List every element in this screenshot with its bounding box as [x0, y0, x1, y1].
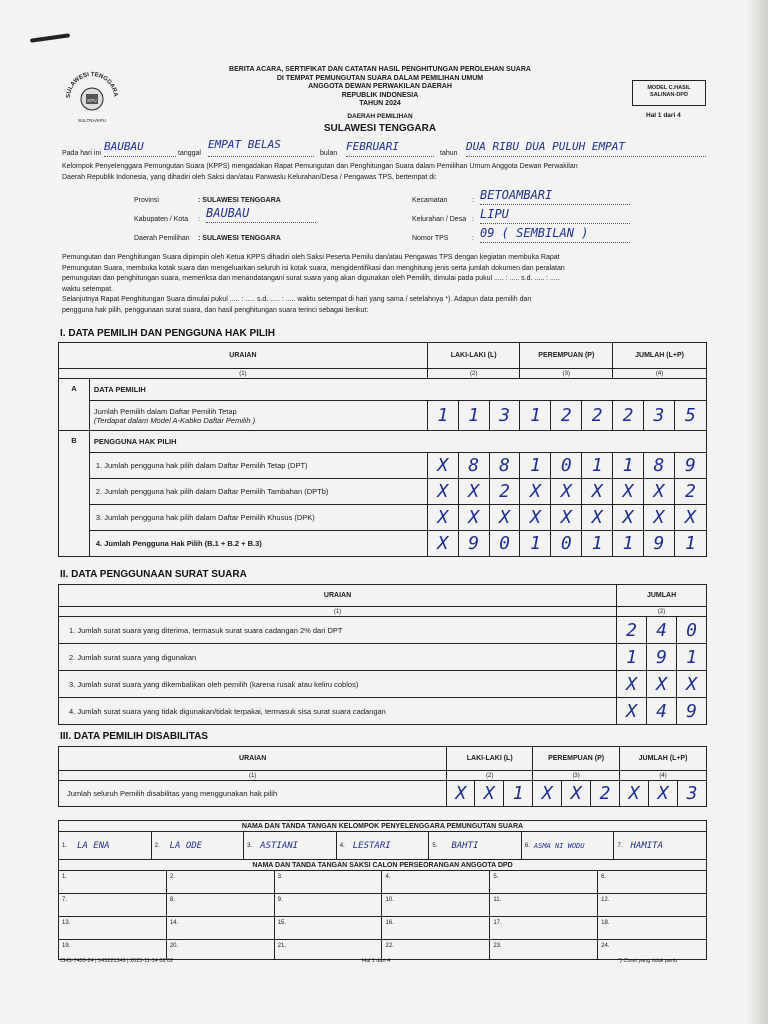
s1-b-digit: 8	[644, 453, 675, 479]
bulan-value: FEBRUARI	[346, 140, 434, 157]
saksi-cell: 3.	[274, 871, 382, 894]
document-page: SULAWESI TENGGARA KPU SULTRA/KPU BERITA ACARA, SERTIFIKAT DAN CATATAN HASIL PENGHITUNGAN PEROLEHAN SUARA DI TEMPAT PEMUNGUTAN SUARA DALAM PEMILIHAN UMUM ANGGOTA DEWAN PERWAKILAN DAERAH REPUBLIK INDONESIA TAHUN 2024 DAERAH PEMILIHAN SULAWESI TENGGARA MODEL C.HASIL SALINAN-DPD Hal 1 dari 4 Pada hari ini BAUBAU tanggal EMPAT BELAS bulan FEBRUARI tahun DUA RIBU DUA PULUH EMPAT Kelompok Penyelenggara Pemungutan Suara (KPPS) mengadakan Rapat Pemungutan dan Penghitungan Suara dalam Pemilihan Umum Anggota Dewan Perwakilan Daerah Republik Indonesia, yang dihadiri oleh Saksi dan/atau Panwaslu Kelurahan/Desa / Pengawas TPS, bertempat di: Provinsi : SULAWESI TENGGARA Kabupaten / Kota : BAUBAU Daerah Pemilihan : SULAWESI TENGGARA Kecamatan : BETOAMBARI Kelurahan / Desa : LIPU Nomor TPS : 09 ( SEMBILAN ) Pemungutan dan Penghitungan Suara dipimpin oleh Ketua KPPS dihadiri oleh Saksi Peserta Pemilu dan/atau Pengawas TPS dengan kegiatan membuka Rapat Pemungutan Suara, membuka kotak suara dan mengeluarkan seluruh isi kotak suara, mengidentifikasi dan menghitung jenis serta jumlah dokumen dan peralatan pemungutan dan penghitungan suara, memeriksa dan menandatangani surat suara yang akan digunakan oleh Pemilih, dimulai pada pukul ..... : ..... s.d. ..... : ..... waktu setempat. Selanjutnya Rapat Penghitungan Suara dimulai pukul ..... : ..... s.d. ..... : ..... waktu setempat di hari yang sama / setelahnya *). Adapun data pemilih dan pengguna hak pilih, penggunaan surat suara, dan hasil penghitungan suara terinci sebagai berikut: I. DATA PEMILIH DAN PENGGUNA HAK PILIH URAIAN LAKI-LAKI (L) PEREMPUAN (P) JUMLAH (L+P) (1) (2) (3) (4) A DATA PEMILIH Jumlah Pemilih dalam Daftar Pemilih Tetap (Terdapat dalam Model A-Kabko Daftar Pemilih ) 1 1 3 1 2 2 2 3 5 B PENGGUNA HAK PILIH 1. Jumlah pengguna hak pilih dalam Daftar Pemilih Tetap (DPT) X 8 8 1 0 1 1 8 9 2. Jumlah pengguna hak pilih dalam Daftar Pemilih Tambahan (DPTb) X X 2 X X X X X 2 3. Jumlah pengguna hak pilih dalam Daftar Pemilih Khusus (DPK) X X X X X X X X X 4. Jumlah Pengguna Hak Pilih (B.1 + B.2 + B.3) X 9 0 1 0 1 1 9 1 II. DATA PENGGUNAAN SURAT SUARA URAIAN JUMLAH (1) (2) 1. Jumlah surat suara yang diterima, termasuk surat suara cadangan 2% dari DPT 2 4 0 2. Jumlah surat suara yang digunakan 1 9 1 3. Jumlah surat suara yang dikembalikan oleh pemilih (karena rusak atau keliru coblos) X X X 4. Jumlah surat suara yang tidak digunakan/tidak terpakai, termasuk sisa surat suara cadangan X 4 9 III. DATA PEMILIH DISABILITAS URAIAN LAKI-LAKI (L) PEREMPUAN (P) JUMLAH (L+P) (1) (2) (3) (4) Jumlah seluruh Pemilih disabilitas yang menggunakan hak pilih X X 1 X X 2 X X 3 NAMA DAN TANDA TANGAN KELOMPOK PENYELENGGARA PEMUNGUTAN SUARA 1. LA ENA 2. LA ODE 3. ASTIANI 4. LESTARI 5. BAHTI 6. ASMA NI WODU 7. HAMITA NAMA DAN TANDA TANGAN SAKSI CALON PERSEORANGAN ANGGOTA DPD 1. 2. 3. 4. 5. 6. 7. 8. 9. 10. 11. 12. 13. 14. 15. 16. 17. 18. 19. 20. 21. 22. 23. 24. CHS-7400-24 | 545221349 | 2023-11-14 08 02 Hal 1 dari 4 *) Coret yang tidak perlu	[0, 0, 768, 1024]
s1-b-row-label: 2. Jumlah pengguna hak pilih dalam Daftar Pemilih Tambahan (DPTb)	[89, 479, 427, 505]
saksi-cell: 17.	[490, 917, 598, 940]
saksi-cell: 16.	[382, 917, 490, 940]
s1-index-1: (1)	[59, 369, 428, 379]
saksi-cell: 2.	[166, 871, 274, 894]
s3-header-uraian: URAIAN	[59, 747, 447, 771]
s1-b-digit: 1	[520, 453, 551, 479]
s1-b-digit: 8	[458, 453, 489, 479]
paragraph-line-5: Selanjutnya Rapat Penghitungan Suara dimulai pukul ..... : ..... s.d. ..... : ..... waktu setempat di hari yang sama / setelahnya *). Adapun data pemilih dan	[62, 296, 532, 303]
s1-b-digit: 1	[582, 531, 613, 557]
footer-page: Hal 1 dari 4	[362, 958, 391, 964]
s1-a-row-label: Jumlah Pemilih dalam Daftar Pemilih Tetap	[93, 406, 237, 416]
s2-digit: 1	[617, 644, 647, 671]
s1-a-digit: 2	[551, 401, 582, 431]
section-3-title: III. DATA PEMILIH DISABILITAS	[60, 731, 208, 742]
s2-row-label: 3. Jumlah surat suara yang dikembalikan oleh pemilih (karena rusak atau keliru coblos)	[59, 671, 617, 698]
tahun-value: DUA RIBU DUA PULUH EMPAT	[466, 140, 706, 157]
bulan-label: bulan	[320, 150, 338, 157]
saksi-cell: 7.	[59, 894, 167, 917]
s3-header-jumlah: JUMLAH (L+P)	[620, 747, 707, 771]
s1-b-digit: X	[613, 505, 644, 531]
s3-header-laki: LAKI-LAKI (L)	[447, 747, 533, 771]
kpps-signature-cell	[152, 832, 245, 859]
intro-text-1: Kelompok Penyelenggara Pemungutan Suara (KPPS) mengadakan Rapat Pemungutan dan Penghitungan Suara dalam Pemilihan Umum Anggota Dewan Perwakilan	[62, 163, 578, 170]
s2-index-1: (1)	[59, 607, 617, 617]
s2-digit: 0	[677, 617, 707, 644]
daerah-pemilihan-label: Daerah Pemilihan	[134, 235, 190, 242]
model-line-2: SALINAN-DPD	[650, 92, 688, 98]
kpps-name: ASTIANI	[260, 840, 299, 851]
paragraph-line-2: Pemungutan Suara, membuka kotak suara dan mengeluarkan seluruh isi kotak suara, mengidentifikasi dan menghitung jenis serta jumlah dokumen dan peralatan	[62, 264, 565, 272]
s2-digit: X	[647, 671, 677, 698]
s2-digit: 4	[647, 698, 677, 725]
saksi-cell: 21.	[274, 940, 382, 960]
kpps-signature-cell	[429, 832, 522, 859]
section-1-title: I. DATA PEMILIH DAN PENGGUNA HAK PILIH	[60, 328, 275, 339]
header-title	[180, 66, 580, 109]
section-3-table	[58, 746, 707, 807]
provinsi-label: Provinsi	[134, 197, 159, 204]
s1-b-digit: X	[551, 479, 582, 505]
section-2-table	[58, 584, 707, 725]
s3-digit: X	[562, 781, 591, 807]
s3-header-perempuan: PEREMPUAN (P)	[533, 747, 620, 771]
s1-b-digit: 9	[644, 531, 675, 557]
s2-digit: X	[617, 671, 647, 698]
s1-b-row-label: 4. Jumlah Pengguna Hak Pilih (B.1 + B.2 + B.3)	[89, 531, 427, 557]
s2-row-label: 2. Jumlah surat suara yang digunakan	[59, 644, 617, 671]
saksi-cell: 19.	[59, 940, 167, 960]
kpps-signature-cell	[244, 832, 337, 859]
s1-b-digit: 9	[674, 453, 706, 479]
s3-digit: 1	[504, 781, 533, 807]
s1-b-digit: 9	[458, 531, 489, 557]
s3-digit: 3	[677, 781, 706, 807]
s3-row-label: Jumlah seluruh Pemilih disabilitas yang menggunakan hak pilih	[59, 781, 447, 807]
s1-b-row-label: 1. Jumlah pengguna hak pilih dalam Daftar Pemilih Tetap (DPT)	[89, 453, 427, 479]
s1-a-digit: 5	[674, 401, 706, 431]
daerah-value: SULAWESI TENGGARA	[323, 123, 437, 134]
s1-b-digit: X	[613, 479, 644, 505]
saksi-cell: 6.	[598, 871, 707, 894]
saksi-cell: 10.	[382, 894, 490, 917]
section-1-table	[58, 342, 707, 557]
kpps-num: 1.	[62, 842, 68, 849]
kpps-signature-row	[59, 832, 707, 860]
s2-digit: 1	[677, 644, 707, 671]
s2-digit: X	[617, 698, 647, 725]
s1-b-digit: 2	[489, 479, 520, 505]
scan-edge-shadow	[746, 0, 768, 1024]
s1-b-digit: X	[458, 479, 489, 505]
model-line-1: MODEL C.HASIL	[647, 85, 691, 91]
footer-code: CHS-7400-24 | 545221349 | 2023-11-14 08 02	[60, 958, 174, 964]
s1-b-digit: X	[427, 479, 458, 505]
saksi-cell: 14.	[166, 917, 274, 940]
provinsi-value: : SULAWESI TENGGARA	[198, 197, 281, 204]
s1-b-digit: X	[427, 505, 458, 531]
s1-a-digit: 1	[520, 401, 551, 431]
s1-b-digit: X	[520, 479, 551, 505]
section-2-title: II. DATA PENGGUNAAN SURAT SUARA	[60, 569, 247, 580]
kpps-num: 4.	[339, 842, 345, 849]
s1-a-row-sublabel: (Terdapat dalam Model A-Kabko Daftar Pemilih )	[93, 415, 256, 425]
kpps-name: LA ENA	[77, 840, 110, 851]
kpps-name: ASMA NI WODU	[533, 841, 585, 850]
kpps-num: 2.	[154, 842, 160, 849]
s1-b-digit: 1	[674, 531, 706, 557]
footer-note: *) Coret yang tidak perlu	[618, 958, 678, 964]
kabupaten-label: Kabupaten / Kota	[134, 216, 189, 223]
s1-b-digit: 0	[551, 531, 582, 557]
tps-label: Nomor TPS	[412, 235, 449, 242]
kecamatan-label: Kecamatan	[412, 197, 448, 204]
s2-row-label: 4. Jumlah surat suara yang tidak digunakan/tidak terpakai, termasuk sisa surat suara cadangan	[59, 698, 617, 725]
s1-a-digit: 3	[644, 401, 675, 431]
s2-header-uraian: URAIAN	[59, 585, 617, 607]
kpps-name: BAHTI	[451, 840, 479, 851]
pada-hari-ini-label: Pada hari ini	[62, 150, 101, 157]
s1-b-digit: X	[644, 505, 675, 531]
s1-b-digit: X	[458, 505, 489, 531]
s3-index-3: (3)	[533, 771, 620, 781]
saksi-cell: 15.	[274, 917, 382, 940]
saksi-cell: 13.	[59, 917, 167, 940]
saksi-cell: 18.	[598, 917, 707, 940]
page-indicator: Hal 1 dari 4	[646, 112, 681, 119]
s2-digit: 9	[647, 644, 677, 671]
s1-header-jumlah: JUMLAH (L+P)	[613, 343, 707, 369]
s1-a-digit: 2	[582, 401, 613, 431]
s1-b-title: PENGGUNA HAK PILIH	[89, 431, 706, 453]
daerah-pemilihan-value: : SULAWESI TENGGARA	[198, 235, 281, 242]
header-line-3: ANGGOTA DEWAN PERWAKILAN DAERAH	[308, 83, 452, 91]
s1-b-row-label: 3. Jumlah pengguna hak pilih dalam Daftar Pemilih Khusus (DPK)	[89, 505, 427, 531]
s1-label-a: A	[59, 379, 90, 431]
s1-a-digit: 2	[613, 401, 644, 431]
saksi-signature-title: NAMA DAN TANDA TANGAN SAKSI CALON PERSEORANGAN ANGGOTA DPD	[59, 860, 707, 871]
s1-b-digit: X	[582, 505, 613, 531]
s1-header-uraian: URAIAN	[59, 343, 428, 369]
s1-b-digit: X	[427, 531, 458, 557]
logo-top-text: SULAWESI TENGGARA	[65, 71, 119, 99]
intro-text-2: Daerah Republik Indonesia, yang dihadiri oleh Saksi dan/atau Panwaslu Kelurahan/Desa / Pengawas TPS, bertempat di:	[62, 174, 437, 181]
s1-b-digit: X	[582, 479, 613, 505]
saksi-cell: 5.	[490, 871, 598, 894]
s1-b-digit: 1	[613, 453, 644, 479]
kpps-name: LESTARI	[352, 840, 391, 851]
s1-b-digit: X	[520, 505, 551, 531]
kpps-signature-cell	[614, 832, 706, 859]
kpps-signature-title: NAMA DAN TANDA TANGAN KELOMPOK PENYELENGGARA PEMUNGUTAN SUARA	[59, 821, 707, 832]
kpps-num: 7.	[617, 842, 623, 849]
s1-b-digit: 1	[613, 531, 644, 557]
saksi-cell: 12.	[598, 894, 707, 917]
s3-digit: X	[649, 781, 678, 807]
logo-bottom-text: SULTRA/KPU	[78, 118, 106, 123]
paragraph-line-1: Pemungutan dan Penghitungan Suara dipimpin oleh Ketua KPPS dihadiri oleh Saksi Peserta Pemilu dan/atau Pengawas TPS dengan kegiatan membuka Rapat	[62, 254, 560, 261]
tanggal-value: EMPAT BELAS	[208, 138, 314, 157]
s1-a-title: DATA PEMILIH	[89, 379, 706, 401]
kpps-num: 5.	[432, 842, 438, 849]
s3-digit: 2	[591, 781, 620, 807]
kpps-num: 6.	[524, 842, 530, 849]
saksi-cell: 1.	[59, 871, 167, 894]
s3-digit: X	[533, 781, 562, 807]
s3-index-4: (4)	[620, 771, 707, 781]
hari-value: BAUBAU	[104, 140, 176, 157]
header-line-5: TAHUN 2024	[359, 100, 401, 108]
kpps-signature-cell	[337, 832, 430, 859]
kelurahan-label: Kelurahan / Desa	[412, 216, 467, 223]
saksi-cell: 23.	[490, 940, 598, 960]
s1-b-digit: 8	[489, 453, 520, 479]
kpps-signature-cell	[522, 832, 615, 859]
model-box	[632, 80, 706, 106]
s1-b-digit: X	[551, 505, 582, 531]
saksi-cell: 24.	[598, 940, 707, 960]
s2-digit: 4	[647, 617, 677, 644]
s1-b-digit: X	[644, 479, 675, 505]
kelurahan-value: LIPU	[480, 207, 630, 224]
header-line-4: REPUBLIK INDONESIA	[341, 91, 419, 99]
tanggal-label: tanggal	[178, 150, 201, 157]
header-line-1: BERITA ACARA, SERTIFIKAT DAN CATATAN HASIL PENGHITUNGAN PEROLEHAN SUARA	[229, 66, 531, 73]
tahun-label: tahun	[440, 150, 458, 157]
s1-b-digit: 1	[520, 531, 551, 557]
s1-a-digit: 1	[458, 401, 489, 431]
procedure-paragraph	[62, 253, 712, 316]
s2-digit: 9	[677, 698, 707, 725]
kpps-signature-cell	[59, 832, 152, 859]
paragraph-line-6: pengguna hak pilih, penggunaan surat suara, dan hasil penghitungan suara terinci sebagai berikut:	[62, 306, 369, 314]
s1-index-4: (4)	[613, 369, 707, 379]
s1-b-digit: 0	[489, 531, 520, 557]
paragraph-line-4: waktu setempat.	[62, 285, 113, 293]
saksi-cell: 22.	[382, 940, 490, 960]
saksi-cell: 20.	[166, 940, 274, 960]
signature-table	[58, 820, 707, 960]
s1-a-digit: 1	[427, 401, 458, 431]
s1-b-digit: X	[427, 453, 458, 479]
s1-a-row	[89, 401, 427, 431]
s1-label-b: B	[59, 431, 90, 557]
kpu-logo	[62, 66, 122, 128]
s3-index-1: (1)	[59, 771, 447, 781]
s2-row-label: 1. Jumlah surat suara yang diterima, termasuk surat suara cadangan 2% dari DPT	[59, 617, 617, 644]
kpps-num: 3.	[247, 842, 253, 849]
s2-index-2: (2)	[617, 607, 707, 617]
s1-b-digit: X	[674, 505, 706, 531]
saksi-cell: 8.	[166, 894, 274, 917]
s3-digit: X	[447, 781, 475, 807]
s3-index-2: (2)	[447, 771, 533, 781]
s1-header-laki: LAKI-LAKI (L)	[427, 343, 520, 369]
kpps-name: HAMITA	[630, 840, 663, 851]
s2-digit: X	[677, 671, 707, 698]
saksi-cell: 11.	[490, 894, 598, 917]
s3-digit: X	[620, 781, 649, 807]
s1-index-2: (2)	[427, 369, 520, 379]
saksi-cell: 9.	[274, 894, 382, 917]
s1-b-digit: X	[489, 505, 520, 531]
s1-b-digit: 1	[582, 453, 613, 479]
s1-header-perempuan: PEREMPUAN (P)	[520, 343, 613, 369]
tps-value: 09 ( SEMBILAN )	[480, 226, 630, 243]
s1-b-digit: 0	[551, 453, 582, 479]
s1-index-3: (3)	[520, 369, 613, 379]
paragraph-line-3: pemungutan dan penghitungan suara, memeriksa dan menandatangani surat suara yang akan digunakan oleh Pemilih, dimulai pada pukul ..... : ..... s.d. ..... : .....	[62, 275, 560, 282]
saksi-cell: 4.	[382, 871, 490, 894]
s2-header-jumlah: JUMLAH	[617, 585, 707, 607]
s1-b-digit: 2	[674, 479, 706, 505]
daerah-label: DAERAH PEMILIHAN	[347, 113, 413, 120]
kecamatan-value: BETOAMBARI	[480, 188, 630, 205]
s2-digit: 2	[617, 617, 647, 644]
kpps-name: LA ODE	[169, 840, 203, 851]
pen-mark	[30, 33, 70, 43]
kabupaten-value: BAUBAU	[206, 206, 316, 223]
s3-digit: X	[475, 781, 504, 807]
header-line-2: DI TEMPAT PEMUNGUTAN SUARA DALAM PEMILIHAN UMUM	[276, 74, 484, 82]
s1-a-digit: 3	[489, 401, 520, 431]
logo-inner-text: KPU	[87, 98, 97, 103]
